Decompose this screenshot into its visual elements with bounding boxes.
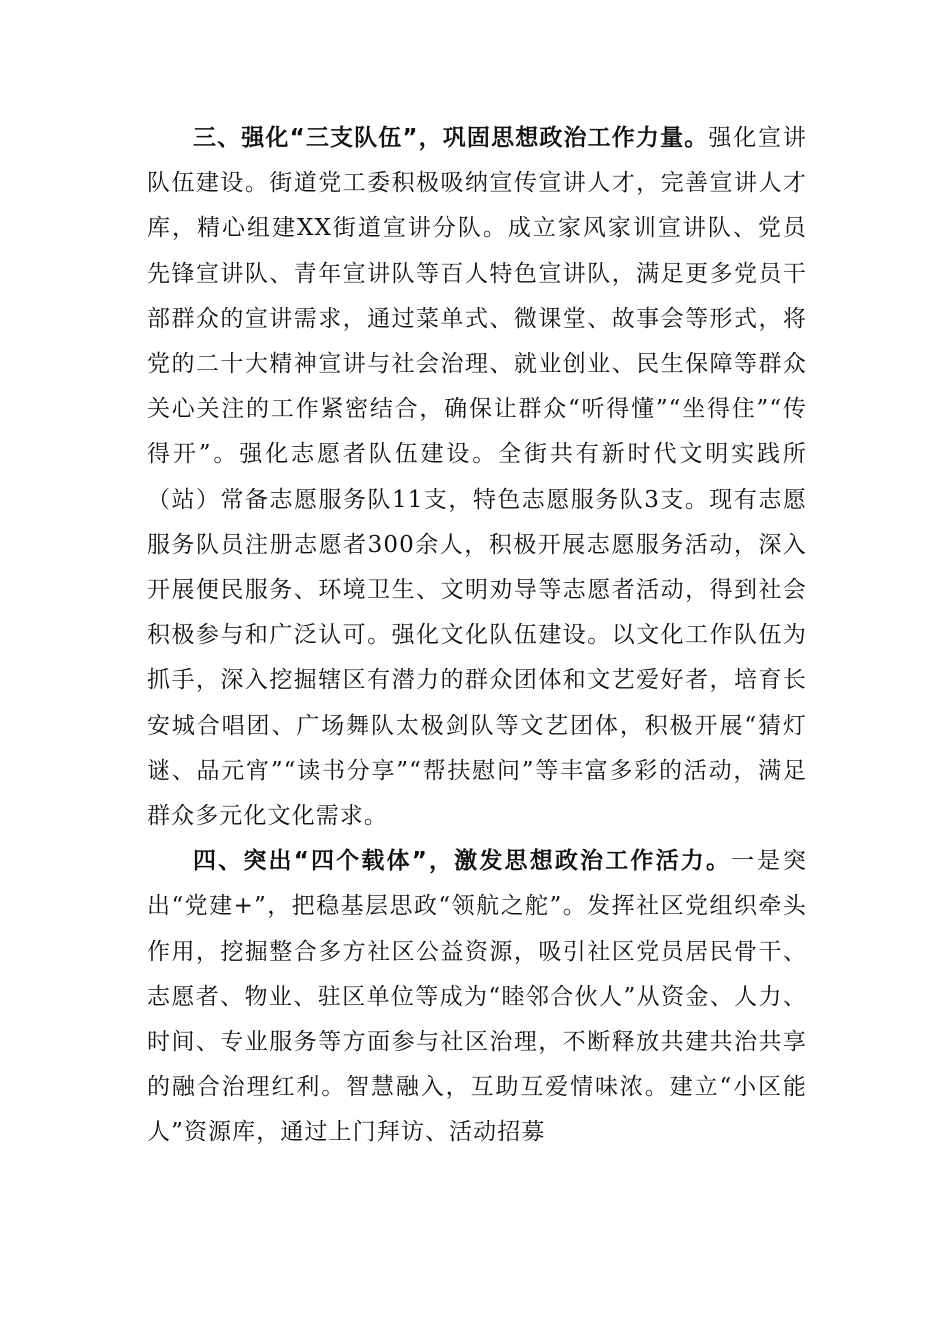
section-three-text: 强化宣讲队伍建设。街道党工委积极吸纳宣传宣讲人才，完善宣讲人才库，精心组建XX街道宣讲分队。成立家风家训宣讲队、党员先锋宣讲队、青年宣讲队等百人特色宣讲队，满足更多党员干部群众的宣讲需求，通过菜单式、微课堂、故事会等形式，将党的二十大精神宣讲与社会治理、就业创业、民生保障等群众关心关注的工作紧密结合，确保让群众“听得懂”“坐得住”“传得开”。强化志愿者队伍建设。全街共有新时代文明实践所（站）常备志愿服务队11支，特色志愿服务队3支。现有志愿服务队员注册志愿者300余人，积极开展志愿服务活动，深入开展便民服务、环境卫生、文明劝导等志愿者活动，得到社会积极参与和广泛认可。强化文化队伍建设。以文化工作队伍为抓手，深入挖掘辖区有潜力的群众团体和文艺爱好者，培育长安城合唱团、广场舞队太极剑队等文艺团体，积极开展“猜灯谜、品元宵”“读书分享”“帮扶慰问”等丰富多彩的活动，满足群众多元化文化需求。 <box>147 125 807 830</box>
section-four-heading: 四、突出“四个载体”，激发思想政治工作活力。 <box>193 848 732 875</box>
section-three-heading: 三、强化“三支队伍”，巩固思想政治工作力量。 <box>193 125 709 151</box>
paragraph-section-three <box>147 116 807 839</box>
paragraph-section-four <box>147 839 807 1155</box>
section-four-text: 一是突出“党建+”，把稳基层思政“领航之舵”。发挥社区党组织牵头作用，挖掘整合多方社区公益资源，吸引社区党员居民骨干、志愿者、物业、驻区单位等成为“睦邻合伙人”从资金、人力、时间、专业服务等方面参与社区治理，不断释放共建共治共享的融合治理红利。智慧融入，互助互爱情味浓。建立“小区能人”资源库，通过上门拜访、活动招募 <box>147 848 807 1146</box>
document-body <box>147 116 807 1156</box>
